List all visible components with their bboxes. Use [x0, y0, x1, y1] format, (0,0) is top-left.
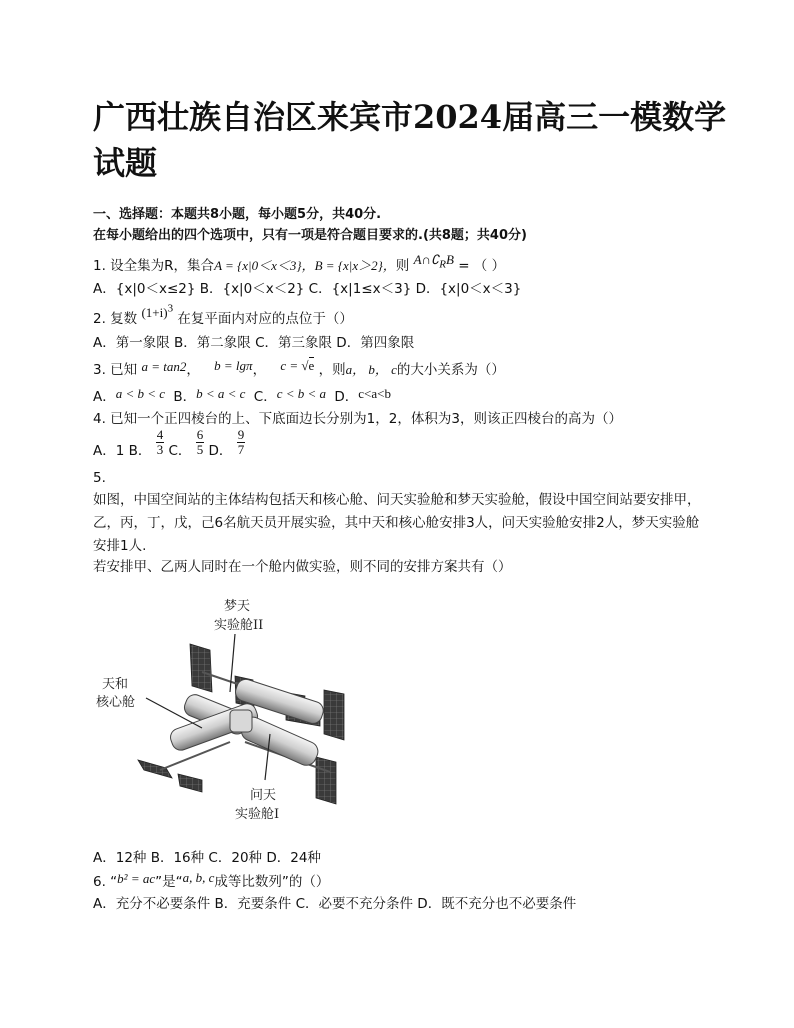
q2-expr — [141, 302, 174, 320]
q1-stem-c: = （ ） — [458, 258, 506, 274]
q3-then: ，则 — [318, 362, 346, 378]
question-6-stem — [93, 870, 329, 890]
q1-expr-b: B — [445, 252, 454, 267]
q4-opt-d-label: D． — [208, 442, 233, 459]
q3-opt-b-label: B． — [173, 389, 197, 405]
question-1-options: A．{x|0＜x≤2} B．{x|0＜x＜2} C．{x|1≤x＜3} D．{x|0＜x＜3} — [93, 281, 522, 297]
label-wentian-2: 实验舱I — [235, 807, 280, 822]
q6-stem-c: 成等比数列”的（） — [214, 874, 330, 890]
label-tianhe-1: 天和 — [102, 677, 129, 692]
q4-frac-c-num: 6 — [196, 427, 204, 442]
q4-frac-d — [237, 428, 246, 457]
q1-stem-a: 1. 设全集为R，集合 — [93, 258, 215, 274]
q3-a: a = tan2 — [141, 359, 187, 374]
question-6-options: A．充分不必要条件 B．充要条件 C．必要不充分条件 D．既不充分也不必要条件 — [93, 896, 577, 912]
label-tianhe-2: 核心舱 — [96, 695, 136, 710]
doc-title-line1: 广西壮族自治区来宾市2024届高三一模数学 — [93, 98, 727, 136]
q1-set-b: B = {x|x＞2}， — [314, 258, 396, 273]
q3-b: b = lgπ — [214, 358, 253, 373]
question-4-stem: 4. 已知一个正四棱台的上、下底面边长分别为1，2，体积为3，则该正四棱台的高为（） — [93, 411, 622, 427]
q4-frac-b-num: 4 — [156, 427, 164, 442]
q4-frac-d-den: 7 — [237, 442, 245, 457]
q3-opt-a-label: A． — [93, 389, 116, 405]
question-5-ask: 若安排甲、乙两人同时在一个舱内做实验，则不同的安排方案共有（） — [93, 559, 512, 575]
q3-c-pre: c = — [280, 358, 302, 373]
q4-frac-b-den: 3 — [156, 442, 164, 457]
section-instruction: 在每小题给出的四个选项中，只有一项是符合题目要求的.(共8题；共40分) — [93, 228, 527, 243]
q3-c: c = √e — [280, 358, 315, 373]
question-5-options: A．12种 B．16种 C．20种 D．24种 — [93, 850, 321, 866]
q3-opt-d: c<a<b — [358, 386, 391, 401]
q4-frac-d-num: 9 — [237, 427, 245, 442]
question-3-stem: 3. 已知 a = tan2， b = lgπ， c = √e ，则a， b， c的大小关系为（） — [93, 358, 505, 378]
q3-vars: a， b， c — [345, 362, 397, 377]
q3-opt-c: c < b < a — [276, 386, 327, 401]
q3-c-rad: e — [308, 358, 315, 373]
label-wentian-1: 问天 — [250, 788, 277, 803]
q4-frac-c — [196, 428, 205, 457]
q2-stem-b: 在复平面内对应的点位于（） — [177, 311, 353, 327]
q3-opt-c-label: C． — [253, 389, 277, 405]
q3-tail: 的大小关系为（） — [396, 362, 505, 378]
q2-stem-a: 2. 复数 — [93, 311, 138, 327]
question-2-stem — [93, 302, 353, 327]
q3-opt-a: a < b < c — [115, 386, 166, 401]
q4-frac-c-den: 5 — [196, 442, 204, 457]
q4-frac-b — [156, 428, 165, 457]
q1-expr-sub: R — [439, 258, 446, 271]
question-5-paragraph: 如图，中国空间站的主体结构包括天和核心舱、问天实验舱和梦天实验舱，假设中国空间站要安排甲，乙，丙，丁，戊，己6名航天员开展实验，其中天和核心舱安排3人，问天实验舱安排2人，梦天实验舱安排1人. — [93, 492, 701, 554]
q1-set-a: A = {x|0＜x＜3}， — [214, 258, 315, 273]
label-mengtian-2: 实验舱II — [214, 618, 264, 633]
q2-expr-base: (1+i) — [141, 305, 168, 320]
q2-expr-exp: 3 — [167, 302, 174, 315]
space-station-figure — [90, 592, 390, 832]
question-1-stem — [93, 254, 505, 277]
doc-title-line2: 试题 — [93, 144, 158, 182]
q3-opt-b: b < a < c — [196, 386, 246, 401]
q6-expr2: a, b, c — [182, 870, 215, 885]
q1-stem-b: 则 — [395, 258, 410, 274]
q3-stem: 3. 已知 — [93, 362, 138, 378]
question-3-options — [93, 385, 391, 405]
label-mengtian-1: 梦天 — [224, 599, 251, 614]
q1-expr — [413, 252, 454, 271]
question-4-options — [93, 428, 245, 457]
q6-stem-b: ”是“ — [155, 874, 183, 890]
q6-expr1: b² = ac — [117, 871, 156, 886]
q1-expr-a: A∩∁ — [413, 252, 440, 267]
question-2-options: A．第一象限 B．第二象限 C．第三象限 D．第四象限 — [93, 335, 415, 351]
question-5-number: 5. — [93, 470, 106, 486]
section-heading: 一、选择题：本题共8小题，每小题5分，共40分. — [93, 207, 382, 222]
q4-opt-c-label: C． — [168, 442, 192, 459]
q4-opt-a: A．1 B． — [93, 442, 152, 459]
q6-stem-a: 6. “ — [93, 874, 118, 890]
q3-opt-d-label: D． — [334, 389, 359, 405]
